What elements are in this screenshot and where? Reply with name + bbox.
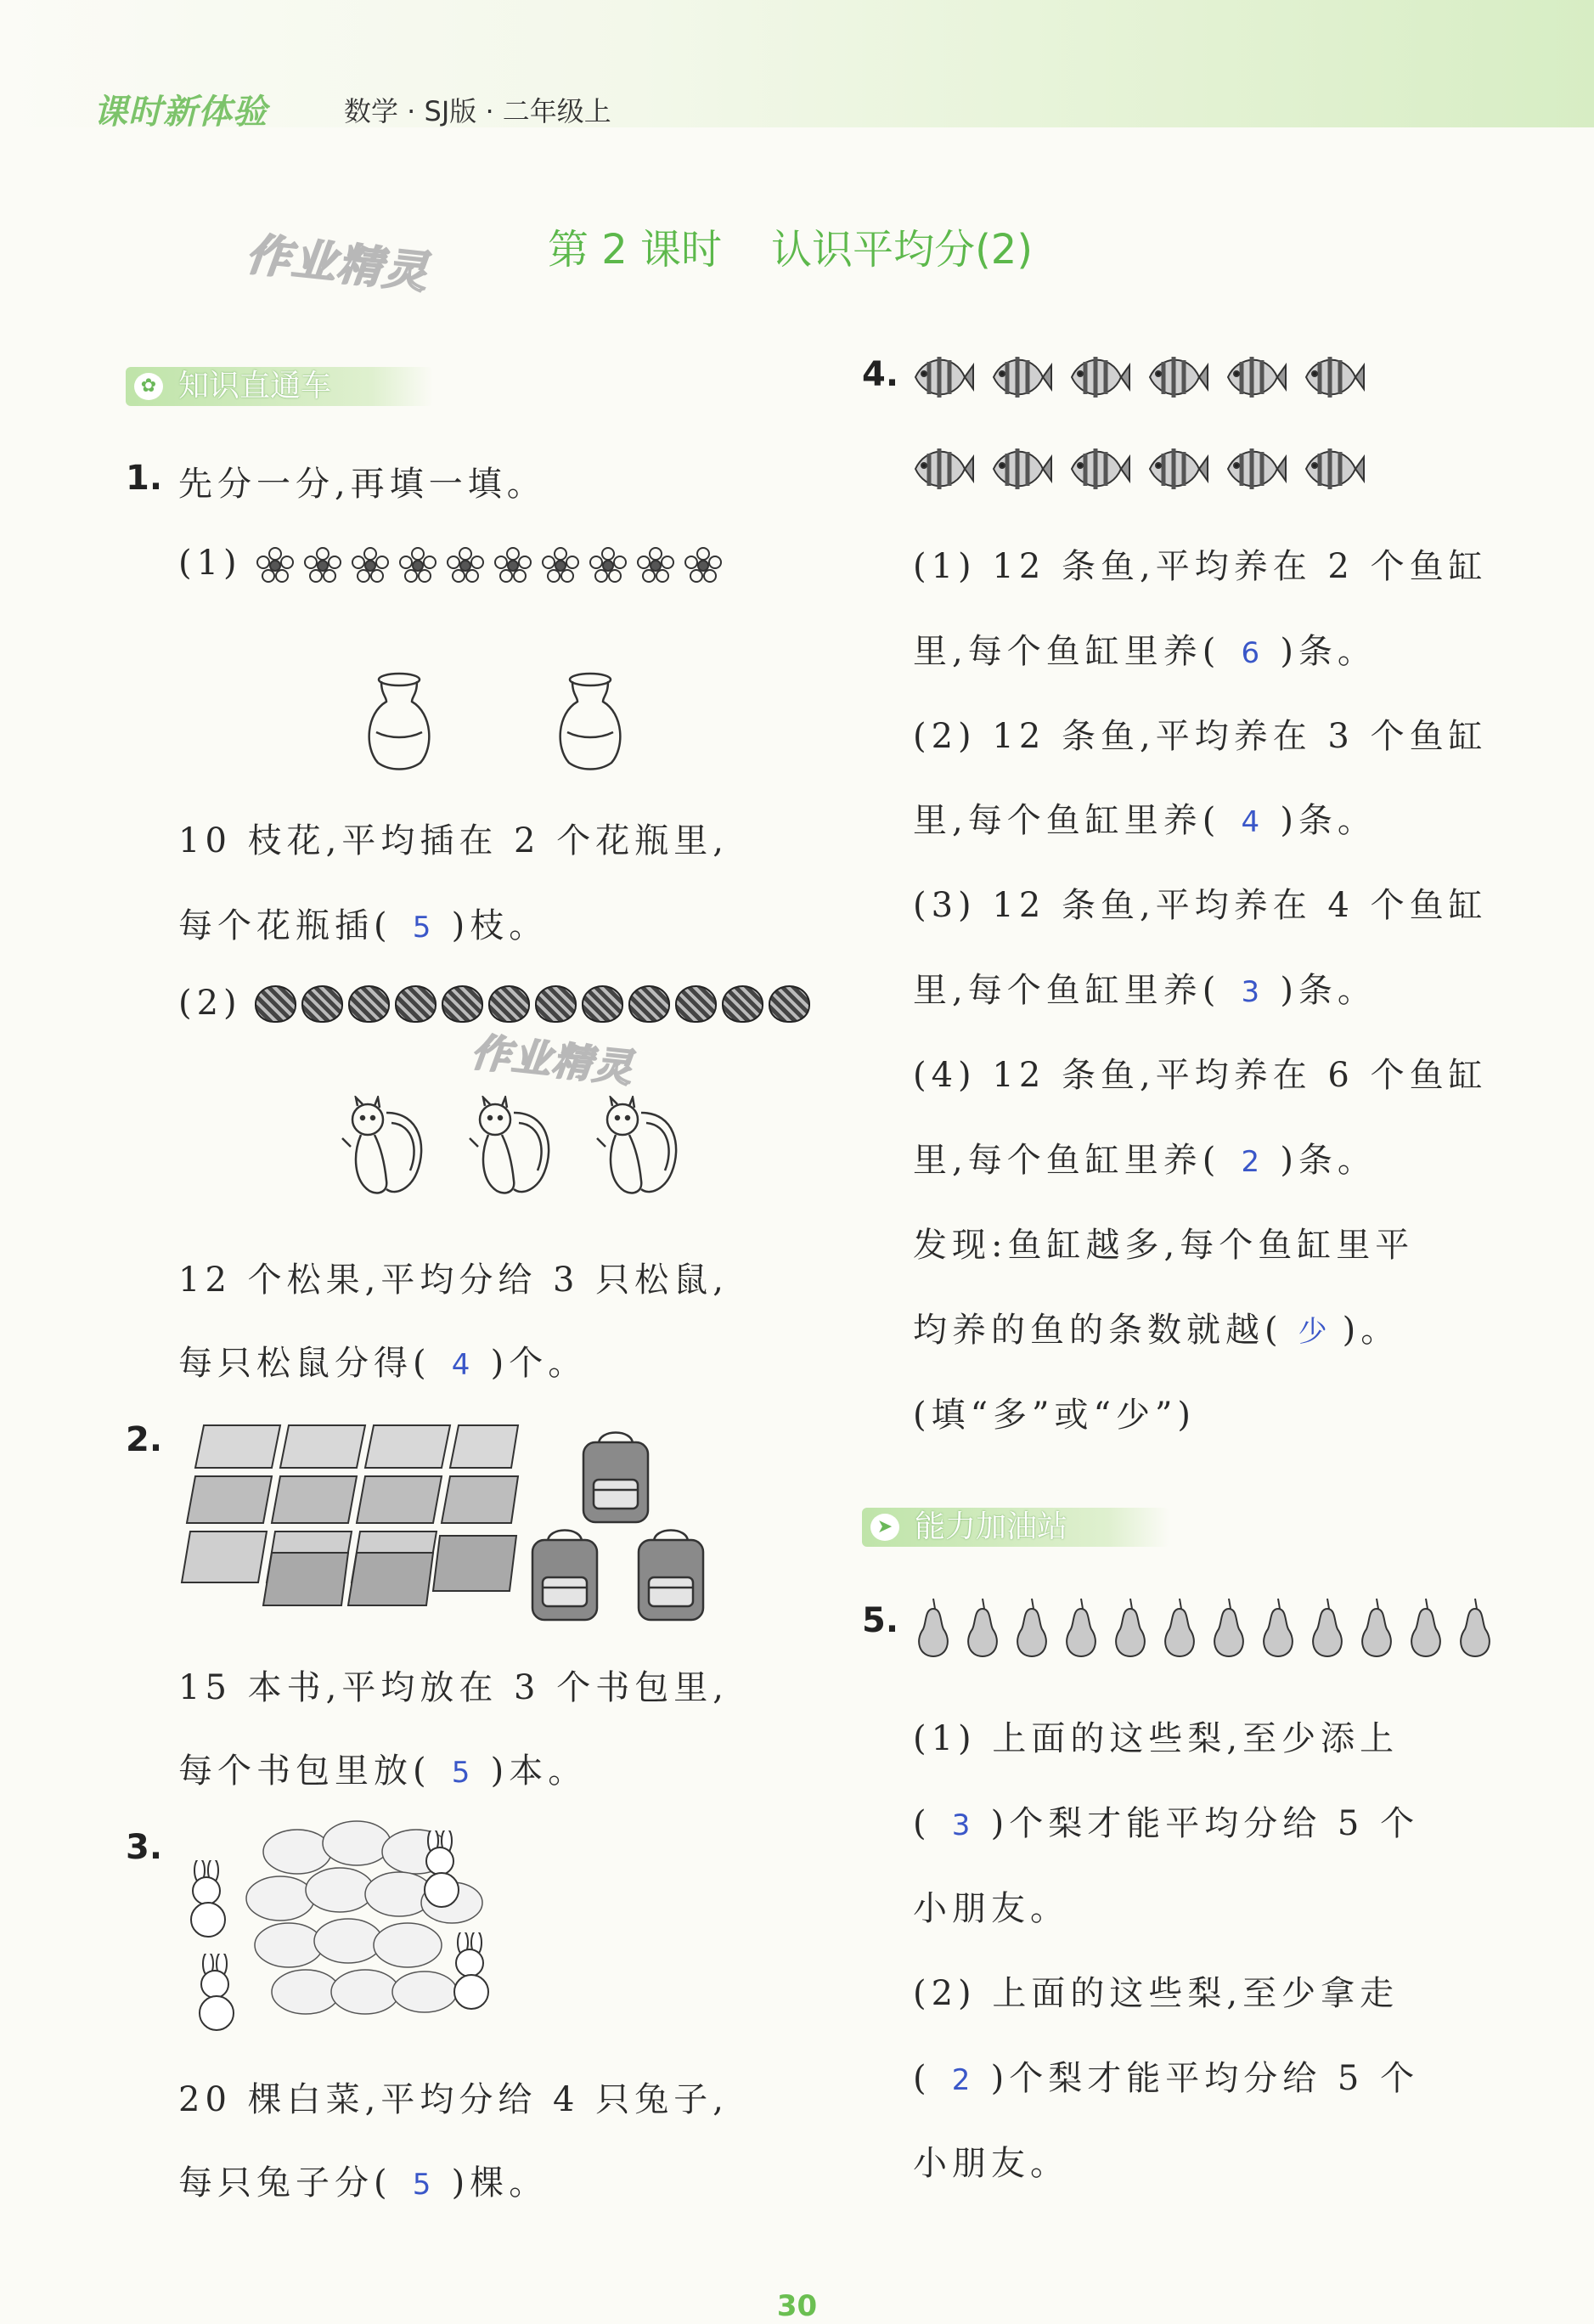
fish-icon [1065, 350, 1131, 404]
lesson-topic: 认识平均分(2) [771, 226, 1034, 274]
subject-line: 数学 · SJ版 · 二年级上 [344, 95, 611, 127]
q3-line2 [178, 2156, 548, 2204]
flower-icon [540, 545, 581, 586]
q4-item3-line2 [913, 963, 1488, 1048]
section-knowledge [126, 367, 433, 406]
q5-part2-line3: 小朋友。 [913, 2144, 1069, 2183]
text: 里,每个鱼缸里养( [913, 632, 1221, 671]
vase-icon [361, 671, 437, 773]
pear-icon [1208, 1597, 1250, 1658]
q1-part1-line2 [178, 899, 548, 947]
backpack-icon [522, 1525, 607, 1627]
q4-item2-line1 [913, 709, 1488, 793]
pear-icon [1110, 1597, 1152, 1658]
text: 12 条鱼,平均养在 2 个鱼缸 [992, 547, 1488, 586]
pinecone-icon [628, 985, 670, 1023]
text: (1) [913, 547, 977, 586]
flower-icon [588, 545, 628, 586]
fish-icon [987, 350, 1053, 404]
rocket-icon: ➤ [870, 1514, 899, 1541]
pear-icon [1011, 1597, 1053, 1658]
flower-row [255, 545, 724, 586]
q4-item4-line2 [913, 1133, 1488, 1218]
q4-item1-line2 [913, 624, 1488, 709]
pinecone-icon [488, 985, 530, 1023]
fish-icon [1065, 442, 1131, 496]
squirrel-icon [335, 1096, 429, 1202]
page-number: 30 [776, 2289, 818, 2323]
fish-icon [1143, 442, 1209, 496]
pear-icon [1061, 1597, 1102, 1658]
text: 里,每个鱼缸里养( [913, 801, 1221, 840]
section-knowledge-label: 知识直通车 [178, 369, 332, 403]
fish-icon [909, 442, 975, 496]
lesson-number: 第 2 课时 [548, 226, 723, 274]
text: 12 条鱼,平均养在 3 个鱼缸 [992, 717, 1488, 756]
answer: 少 [1298, 1315, 1327, 1349]
pear-icon [1356, 1597, 1398, 1658]
pinecone-icon [535, 985, 577, 1023]
flower-icon [493, 545, 533, 586]
fish-icon [909, 350, 975, 404]
q1-part1-label: (1) [178, 544, 242, 583]
pear-icon [1159, 1597, 1201, 1658]
text: )。 [1342, 1311, 1400, 1350]
text: )枝。 [451, 906, 549, 945]
flower-icon [397, 545, 438, 586]
text: 上面的这些梨,至少拿走 [992, 1974, 1400, 2013]
text: )个。 [490, 1344, 588, 1383]
fish-row-1 [909, 350, 1366, 404]
text: )条。 [1280, 801, 1377, 840]
q2-line2 [178, 1744, 587, 1792]
fish-icon [1221, 350, 1287, 404]
text: ( [913, 2059, 932, 2098]
answer: 2 [1241, 1145, 1260, 1179]
text: (1) [913, 1719, 977, 1758]
pear-row [913, 1597, 1496, 1658]
pinecone-row [255, 985, 810, 1023]
backpack-icon [573, 1427, 658, 1529]
q4-item4-line1 [913, 1048, 1488, 1133]
text: ( [913, 1804, 932, 1843]
pinecone-icon [301, 985, 343, 1023]
question-number: 5. [862, 1601, 899, 1640]
q1-part2-line1: 12 个松果,平均分给 3 只松鼠, [178, 1261, 729, 1300]
answer: 2 [951, 2063, 971, 2097]
pinecone-icon [442, 985, 483, 1023]
answer: 5 [451, 1756, 470, 1790]
fish-icon [1299, 350, 1366, 404]
question-number: 4. [862, 355, 899, 394]
rabbit-icon [174, 1860, 242, 1941]
text: )个梨才能平均分给 5 个 [990, 2059, 1420, 2098]
answer: 4 [1241, 805, 1260, 839]
text: 每只兔子分( [178, 2163, 392, 2203]
text: 每个花瓶插( [178, 906, 392, 945]
rabbit-icon [183, 1954, 251, 2034]
pinecone-icon [675, 985, 717, 1023]
pinecone-icon [348, 985, 390, 1023]
text: 均养的鱼的条数就越( [913, 1311, 1283, 1350]
squirrel-icon [590, 1096, 684, 1202]
flower-icon [302, 545, 343, 586]
q1-part1-line1: 10 枝花,平均插在 2 个花瓶里, [178, 821, 729, 860]
watermark: 作业精灵 [469, 1029, 636, 1091]
text: 上面的这些梨,至少添上 [992, 1719, 1400, 1758]
flower-icon [683, 545, 724, 586]
book-stack-icon [178, 1417, 527, 1612]
pinecone-icon [395, 985, 437, 1023]
q4-item2-line2 [913, 793, 1488, 878]
fish-icon [1221, 442, 1287, 496]
q4-finding-line2 [913, 1303, 1488, 1388]
text: )棵。 [451, 2163, 549, 2203]
q1-intro: 先分一分,再填一填。 [178, 465, 546, 504]
q5-items [913, 1712, 1419, 2221]
q5-part2-line1 [913, 1966, 1419, 2051]
watermark: 作业精灵 [243, 228, 431, 300]
vase-icon [552, 671, 628, 773]
fish-row-2 [909, 442, 1366, 496]
pear-icon [1258, 1597, 1299, 1658]
answer: 3 [951, 1808, 971, 1842]
q1-part2-line2 [178, 1336, 587, 1385]
answer: 3 [1241, 975, 1260, 1009]
bulb-icon: ✿ [134, 373, 163, 400]
pinecone-icon [582, 985, 623, 1023]
text: )条。 [1280, 1141, 1377, 1180]
fish-icon [1299, 442, 1366, 496]
text: )本。 [490, 1751, 588, 1791]
pear-icon [962, 1597, 1004, 1658]
q5-part2-line2 [913, 2051, 1419, 2136]
text: 12 条鱼,平均养在 6 个鱼缸 [992, 1056, 1488, 1095]
text: 12 条鱼,平均养在 4 个鱼缸 [992, 886, 1488, 925]
pinecone-icon [722, 985, 763, 1023]
q4-finding-line1: 发现:鱼缸越多,每个鱼缸里平 [913, 1226, 1415, 1265]
squirrel-icon [463, 1096, 556, 1202]
q1-part2-label: (2) [178, 984, 242, 1023]
text: (2) [913, 717, 977, 756]
pear-icon [913, 1597, 955, 1658]
answer: 5 [412, 2168, 431, 2202]
pinecone-icon [255, 985, 296, 1023]
text: 里,每个鱼缸里养( [913, 971, 1221, 1010]
flower-icon [350, 545, 391, 586]
q4-items [913, 539, 1488, 1473]
question-number: 1. [126, 459, 163, 498]
answer: 5 [412, 911, 431, 945]
q3-line1: 20 棵白菜,平均分给 4 只兔子, [178, 2080, 729, 2119]
backpack-icon [628, 1525, 713, 1627]
text: (2) [913, 1974, 977, 2013]
q2-line1: 15 本书,平均放在 3 个书包里, [178, 1668, 729, 1707]
fish-icon [1143, 350, 1209, 404]
section-ability-label: 能力加油站 [915, 1509, 1068, 1544]
text: 每只松鼠分得( [178, 1344, 431, 1383]
pinecone-icon [769, 985, 810, 1023]
lesson-title [548, 217, 1033, 275]
text: )个梨才能平均分给 5 个 [990, 1804, 1420, 1843]
answer: 6 [1241, 636, 1260, 670]
text: (4) [913, 1056, 977, 1095]
section-ability [862, 1508, 1169, 1547]
pear-icon [1405, 1597, 1447, 1658]
q4-item1-line1 [913, 539, 1488, 624]
text: 每个书包里放( [178, 1751, 431, 1791]
fish-icon [987, 442, 1053, 496]
flower-icon [635, 545, 676, 586]
q5-part1-line2 [913, 1797, 1419, 1881]
text: (3) [913, 886, 977, 925]
q5-part1-line3: 小朋友。 [913, 1889, 1069, 1928]
text: 里,每个鱼缸里养( [913, 1141, 1221, 1180]
flower-icon [445, 545, 486, 586]
question-number: 3. [126, 1828, 163, 1867]
q4-finding-hint: (填“多”或“少”) [913, 1396, 1197, 1435]
pear-icon [1455, 1597, 1496, 1658]
text: )条。 [1280, 971, 1377, 1010]
brand-logo: 课时新体验 [93, 93, 268, 132]
question-number: 2. [126, 1420, 163, 1459]
q4-item3-line1 [913, 878, 1488, 963]
text: )条。 [1280, 632, 1377, 671]
rabbit-icon [437, 1932, 505, 2013]
q5-part1-line1 [913, 1712, 1419, 1797]
answer: 4 [451, 1348, 470, 1382]
flower-icon [255, 545, 296, 586]
rabbit-icon [408, 1830, 476, 1911]
pear-icon [1307, 1597, 1349, 1658]
